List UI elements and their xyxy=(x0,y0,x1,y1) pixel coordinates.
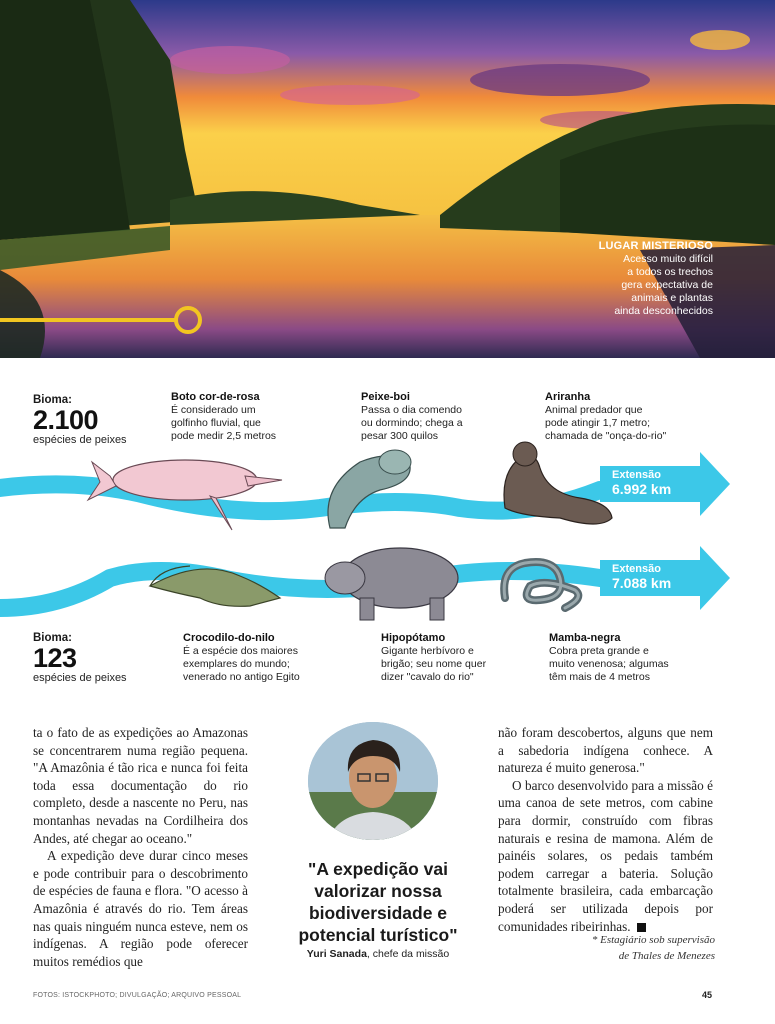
caption-line: animais e plantas xyxy=(631,292,713,304)
article-column-2 xyxy=(498,724,713,935)
extent-value: 6.992 km xyxy=(612,481,672,497)
animal-desc: Animal predador que xyxy=(545,404,643,416)
caption-line: ainda desconhecidos xyxy=(614,305,713,317)
hero-photo xyxy=(0,0,775,358)
animal-desc: Cobra preta grande e xyxy=(549,645,649,657)
bioma-subtitle: espécies de peixes xyxy=(33,434,127,446)
bioma-nilo xyxy=(33,632,127,684)
extent-value: 7.088 km xyxy=(612,575,672,591)
caption-line: Acesso muito difícil xyxy=(623,253,713,265)
animal-name: Peixe-boi xyxy=(361,391,410,403)
author-note xyxy=(592,932,715,964)
animal-desc: Gigante herbívoro e xyxy=(381,645,474,657)
bioma-label: Bioma: xyxy=(33,394,72,406)
page-number: 45 xyxy=(701,990,712,1000)
animal-desc: brigão; seu nome quer xyxy=(381,658,487,670)
animal-name: Mamba-negra xyxy=(549,632,621,644)
manatee-icon xyxy=(328,450,411,528)
animal-desc: muito venenosa; algumas xyxy=(549,658,669,670)
animal-desc: pode atingir 1,7 metro; xyxy=(545,417,651,429)
article-paragraph: A expedição deve durar cinco meses e pode contribuir para o descobrimento de espécies de fauna e flora. "O acesso à Amazônia é através do rio. Tem áreas nas quais ninguém nunca esteve, nem os indígenas. A região pode oferecer muitos remédios que xyxy=(33,848,248,969)
bioma-value: 2.100 xyxy=(33,405,99,435)
animal-desc: Passa o dia comendo xyxy=(361,404,462,416)
animal-name: Boto cor-de-rosa xyxy=(171,391,260,403)
caption-line: gera expectativa de xyxy=(621,279,713,291)
photo-credits: FOTOS: ISTOCKPHOTO; DIVULGAÇÃO; ARQUIVO PESSOAL xyxy=(33,992,242,999)
note-line: * Estagiário sob supervisão xyxy=(591,934,715,946)
rivers-infographic xyxy=(0,358,775,710)
extent-amazonas xyxy=(612,469,671,497)
animal-ariranha xyxy=(545,391,666,443)
article-column-1 xyxy=(33,724,248,970)
animal-peixe-boi xyxy=(361,391,463,443)
animal-desc: pesar 300 quilos xyxy=(361,430,439,442)
animal-desc: venerado no antigo Egito xyxy=(183,671,300,683)
caption-line: a todos os trechos xyxy=(627,266,713,278)
animal-name: Hipopótamo xyxy=(381,632,446,644)
article-paragraph xyxy=(498,777,713,935)
bioma-label: Bioma: xyxy=(33,632,72,644)
bioma-amazonas xyxy=(33,394,127,446)
animal-hipopotamo xyxy=(381,632,486,684)
animal-desc: têm mais de 4 metros xyxy=(549,671,650,683)
quote-attribution xyxy=(284,948,472,960)
extent-nilo xyxy=(612,563,671,591)
animal-name: Crocodilo-do-nilo xyxy=(183,632,275,644)
hero-caption xyxy=(563,240,713,318)
person-portrait-illustration xyxy=(308,722,438,840)
extent-label: Extensão xyxy=(612,469,661,481)
animal-desc: exemplares do mundo; xyxy=(183,658,290,670)
quote-author: Yuri Sanada xyxy=(306,948,367,960)
animal-mamba xyxy=(549,632,669,684)
animal-desc: golfinho fluvial, que xyxy=(171,417,261,429)
portrait-photo xyxy=(308,722,438,840)
bioma-subtitle: espécies de peixes xyxy=(33,672,127,684)
extent-label: Extensão xyxy=(612,563,661,575)
pull-quote: "A expedição vai valorizar nossa biodiversidade e potencial turístico" xyxy=(298,859,458,945)
animal-desc: pode medir 2,5 metros xyxy=(171,430,277,442)
animal-crocodilo xyxy=(183,632,300,684)
article-paragraph: ta o fato de as expedições ao Amazonas se concentrarem numa região pequena. "A Amazônia é tão rica e nunca foi feita toda essa documentação do rio completo, desde a nascente no Peru, nas montanhas nevadas na Cordilheira dos Andes, até chegar ao oceano." xyxy=(33,725,248,846)
animal-desc: ou dormindo; chega a xyxy=(361,417,463,429)
animal-desc: É considerado um xyxy=(171,404,256,416)
quote-role: , chefe da missão xyxy=(366,948,450,960)
end-mark xyxy=(637,923,646,932)
animal-name: Ariranha xyxy=(545,391,591,403)
caption-title: LUGAR MISTERIOSO xyxy=(598,240,713,252)
note-line: de Thales de Menezes xyxy=(618,950,715,962)
article-paragraph: não foram descobertos, alguns que nem a sabedoria indígena conhece. A natureza é muito generosa." xyxy=(498,725,713,776)
animal-boto xyxy=(171,391,276,443)
hippo-icon xyxy=(325,548,458,620)
animal-desc: dizer "cavalo do rio" xyxy=(381,671,474,683)
article-paragraph-text: O barco desenvolvido para a missão é uma canoa de sete metros, com cabine para dormir, construído com fibras naturais e resina de mamona. Além de painéis solares, os pedais também podem carregar a bateria. Solução totalmente brasileira, cada embarcação poderá ser utilizada depois por comunidades ribeirinhas. xyxy=(498,777,713,934)
animal-desc: É a espécie dos maiores xyxy=(183,645,298,657)
bioma-value: 123 xyxy=(33,643,77,673)
animal-desc: chamada de "onça-do-rio" xyxy=(545,430,667,442)
